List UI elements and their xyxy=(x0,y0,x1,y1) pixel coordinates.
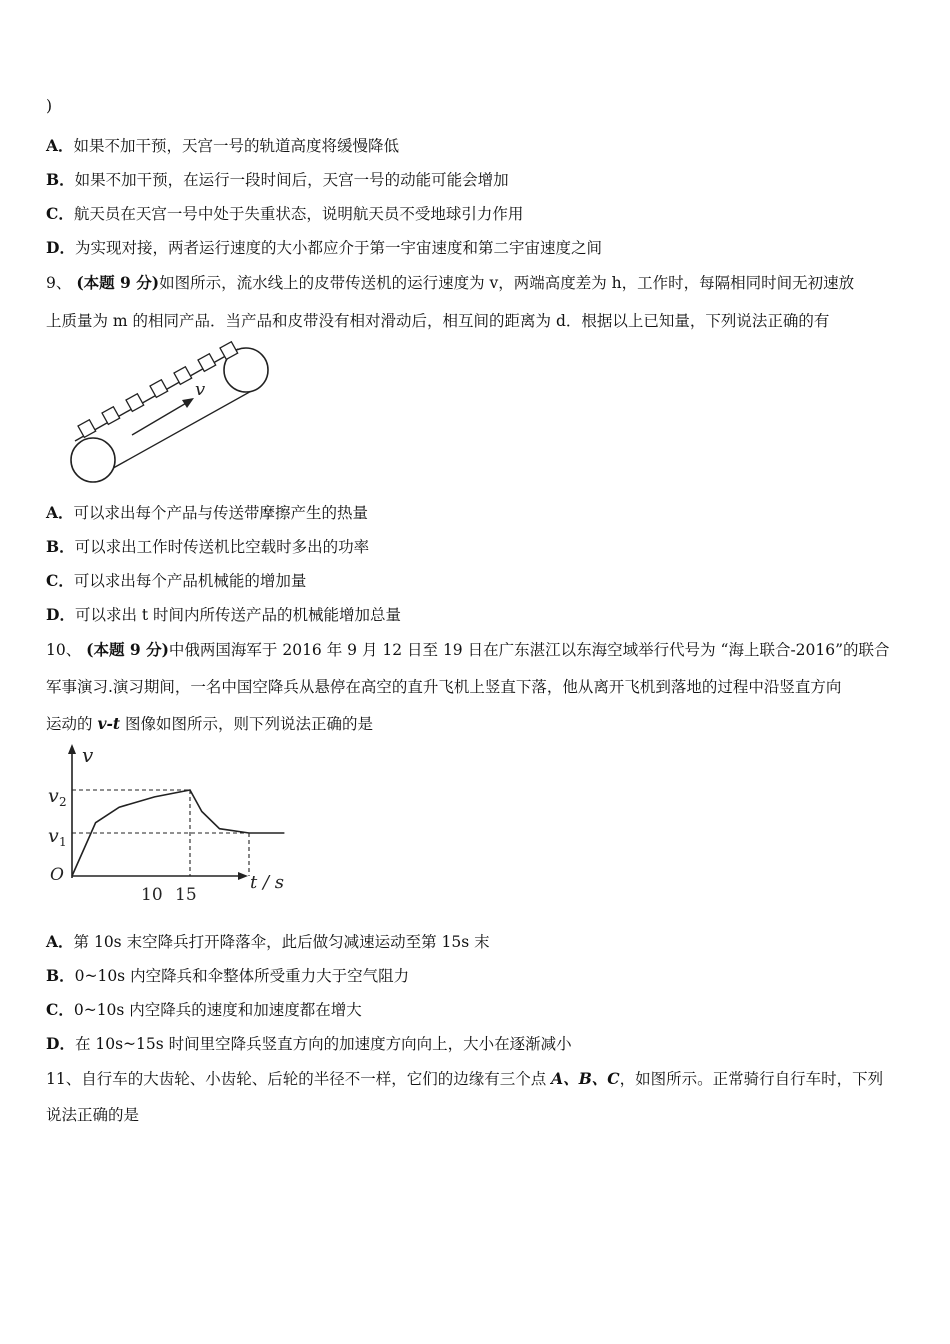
q9-option-d xyxy=(46,604,401,626)
question-text: 如图所示，流水线上的皮带传送机的运行速度为 v，两端高度差为 h，工作时，每隔相同时间无初速放 xyxy=(159,274,855,292)
y-axis-arrow xyxy=(68,744,76,754)
x-axis-label: t / s xyxy=(250,872,284,893)
x-axis-arrow xyxy=(238,872,248,880)
q8-option-a xyxy=(46,135,399,157)
q10-option-d xyxy=(46,1033,572,1055)
option-letter: C． xyxy=(46,1000,74,1019)
points-label: A、B、C xyxy=(551,1069,620,1088)
x-tick-15: 15 xyxy=(175,885,197,905)
velocity-arrow-head xyxy=(182,398,194,408)
vt-graph xyxy=(40,740,290,910)
q10-stem-line1 xyxy=(46,639,890,661)
question-text: 运动的 xyxy=(46,715,98,733)
question-text: 中俄两国海军于 2016 年 9 月 12 日至 19 日在广东湛江以东海空域举行代号为 “海上联合-2016”的联合 xyxy=(168,641,890,659)
q11-stem-line1 xyxy=(46,1068,883,1090)
q9-stem-line1 xyxy=(46,272,854,294)
y-tick-v2-letter: v xyxy=(48,785,59,807)
option-text: 如果不加干预，在运行一段时间后，天宫一号的动能可能会增加 xyxy=(74,171,509,189)
question-number: 11、 xyxy=(46,1070,82,1088)
q10-option-b xyxy=(46,965,409,987)
belt-lower-line xyxy=(90,389,255,481)
q8-option-b xyxy=(46,169,509,191)
product-box xyxy=(78,420,96,438)
question-score: (本题 9 分) xyxy=(76,273,160,292)
q10-stem-line2: 军事演习.演习期间，一名中国空降兵从悬停在高空的直升飞机上竖直下落，他从离开飞机到落地的过程中沿竖直方向 xyxy=(46,678,842,696)
y-tick-v2 xyxy=(48,785,67,809)
x-tick-10: 10 xyxy=(141,885,163,905)
question-text: ，如图所示。正常骑行自行车时，下列 xyxy=(619,1070,884,1088)
products xyxy=(78,342,238,438)
option-letter: A． xyxy=(46,503,74,522)
guide-lines xyxy=(72,790,249,876)
option-letter: D． xyxy=(46,238,75,257)
option-text: 在 10s~15s 时间里空降兵竖直方向的加速度方向向上，大小在逐渐减小 xyxy=(74,1035,572,1053)
option-letter: B． xyxy=(46,170,75,189)
option-text: 0~10s 内空降兵和伞整体所受重力大于空气阻力 xyxy=(74,967,410,985)
option-letter: C． xyxy=(46,204,74,223)
conveyor-belt-figure xyxy=(60,338,280,488)
product-box xyxy=(174,367,192,385)
q9-option-c xyxy=(46,570,306,592)
question-score: (本题 9 分) xyxy=(86,640,169,659)
vt-symbol: v-t xyxy=(97,714,121,733)
q8-option-d xyxy=(46,237,602,259)
option-text: 可以求出 t 时间内所传送产品的机械能增加总量 xyxy=(74,606,402,624)
option-text: 可以求出每个产品与传送带摩擦产生的热量 xyxy=(73,504,369,522)
option-letter: C． xyxy=(46,571,74,590)
y-axis-label: v xyxy=(82,743,94,767)
option-text: 第 10s 末空降兵打开降落伞，此后做匀减速运动至第 15s 末 xyxy=(73,933,490,951)
top-fragment: ) xyxy=(46,97,53,115)
q10-stem-line3 xyxy=(46,713,373,735)
q10-option-a xyxy=(46,931,490,953)
product-box xyxy=(102,407,120,425)
y-tick-v1-subscript: 1 xyxy=(59,835,67,849)
q9-option-a xyxy=(46,502,368,524)
y-tick-v2-subscript: 2 xyxy=(59,795,67,809)
question-text: 图像如图所示，则下列说法正确的是 xyxy=(120,715,373,733)
q10-option-c xyxy=(46,999,362,1021)
option-text: 如果不加干预，天宫一号的轨道高度将缓慢降低 xyxy=(73,137,400,155)
option-text: 航天员在天宫一号中处于失重状态，说明航天员不受地球引力作用 xyxy=(73,205,524,223)
q8-option-c xyxy=(46,203,523,225)
question-number: 9、 xyxy=(46,274,72,292)
option-text: 为实现对接，两者运行速度的大小都应介于第一宇宙速度和第二宇宙速度之间 xyxy=(74,239,602,257)
q11-stem-line2: 说法正确的是 xyxy=(46,1106,140,1124)
option-text: 可以求出每个产品机械能的增加量 xyxy=(73,572,307,590)
question-number: 10、 xyxy=(46,641,82,659)
option-letter: A． xyxy=(46,136,74,155)
product-box xyxy=(126,394,144,412)
option-text: 0~10s 内空降兵的速度和加速度都在增大 xyxy=(73,1001,362,1019)
question-text: 自行车的大齿轮、小齿轮、后轮的半径不一样，它们的边缘有三个点 xyxy=(81,1070,552,1088)
y-tick-v1 xyxy=(48,825,67,849)
option-letter: D． xyxy=(46,605,75,624)
y-tick-v1-letter: v xyxy=(48,825,59,847)
option-letter: A． xyxy=(46,932,74,951)
option-text: 可以求出工作时传送机比空载时多出的功率 xyxy=(74,538,370,556)
q9-stem-line2: 上质量为 m 的相同产品．当产品和皮带没有相对滑动后，相互间的距离为 d．根据以上已知量，下列说法正确的有 xyxy=(46,312,830,330)
roller-lower-left xyxy=(71,438,115,482)
origin-label: O xyxy=(50,865,64,885)
velocity-label: v xyxy=(195,379,206,400)
product-box xyxy=(150,380,168,398)
option-letter: B． xyxy=(46,966,75,985)
option-letter: B． xyxy=(46,537,75,556)
option-letter: D． xyxy=(46,1034,75,1053)
q9-option-b xyxy=(46,536,369,558)
product-box xyxy=(198,354,216,372)
